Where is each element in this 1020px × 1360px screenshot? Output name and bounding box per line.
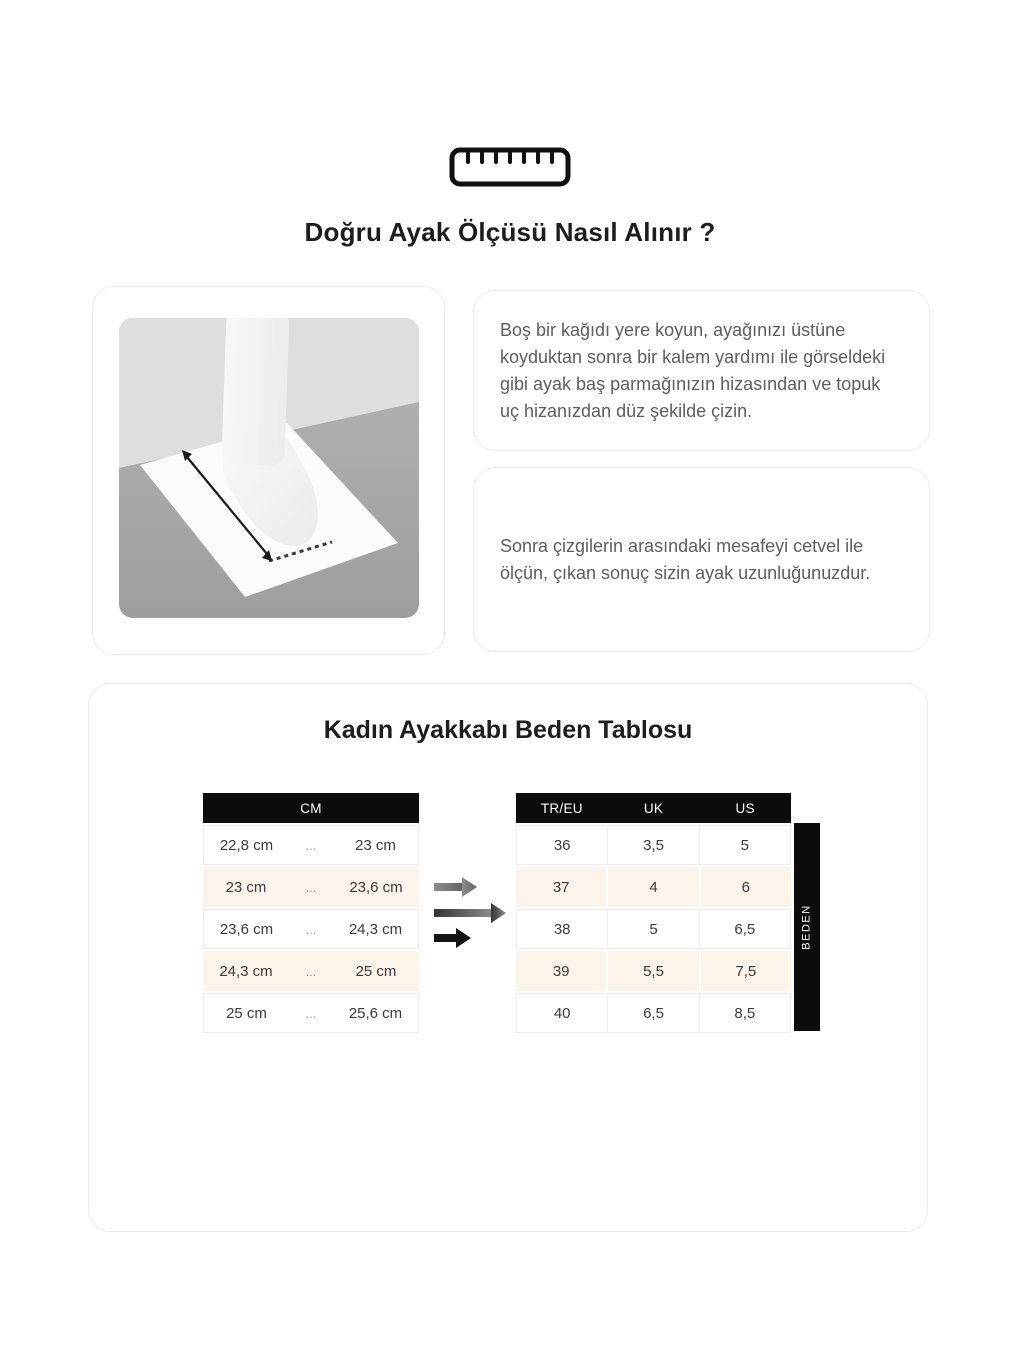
table-cell: 6,5 bbox=[607, 994, 698, 1032]
size-row bbox=[516, 951, 791, 991]
table-cell: ... bbox=[305, 963, 317, 979]
table-cell: 39 bbox=[552, 962, 570, 980]
cm-range-row bbox=[203, 951, 419, 991]
table-cell: ... bbox=[305, 921, 317, 937]
instruction-card-2 bbox=[473, 467, 930, 652]
table-cell: 6,5 bbox=[699, 910, 790, 948]
table-cell: 5,5 bbox=[606, 951, 698, 991]
size-chart-title: Kadın Ayakkabı Beden Tablosu bbox=[323, 716, 693, 744]
mapping-arrows-icon bbox=[434, 876, 508, 955]
size-table-header bbox=[516, 793, 791, 823]
table-cell: 3,5 bbox=[607, 826, 698, 864]
table-cell: 37 bbox=[552, 878, 570, 896]
size-table-body bbox=[516, 825, 791, 1033]
table-cell: ... bbox=[305, 837, 317, 853]
table-cell: 5 bbox=[699, 826, 790, 864]
instruction-card-1 bbox=[473, 290, 930, 451]
page-title: Doğru Ayak Ölçüsü Nasıl Alınır ? bbox=[304, 217, 716, 247]
table-cell: 40 bbox=[553, 1004, 571, 1022]
cm-range-row bbox=[203, 825, 419, 865]
table-cell: 6 bbox=[699, 867, 791, 907]
size-table-header-uk: UK bbox=[643, 800, 664, 816]
cm-range-row bbox=[203, 867, 419, 907]
table-cell: ... bbox=[305, 1005, 317, 1021]
table-cell: 7,5 bbox=[699, 951, 791, 991]
size-chart-card bbox=[88, 683, 928, 1232]
cm-table-header: CM bbox=[203, 793, 419, 823]
table-cell: 4 bbox=[606, 867, 698, 907]
table-cell: 38 bbox=[553, 920, 571, 938]
table-cell: 25 cm bbox=[355, 962, 397, 980]
table-cell: 24,3 cm bbox=[348, 920, 403, 938]
table-cell: ... bbox=[305, 879, 317, 895]
size-row bbox=[516, 825, 791, 865]
size-table-header-treu: TR/EU bbox=[540, 800, 583, 816]
table-cell: 25,6 cm bbox=[348, 1004, 403, 1022]
foot-measurement-photo bbox=[119, 318, 419, 618]
table-cell: 23,6 cm bbox=[219, 920, 274, 938]
beden-label-text: BEDEN bbox=[801, 904, 813, 950]
table-cell: 23 cm bbox=[225, 878, 267, 896]
cm-table-body bbox=[203, 825, 419, 1033]
cm-range-row bbox=[203, 993, 419, 1033]
table-cell: 23,6 cm bbox=[349, 878, 403, 896]
beden-side-label bbox=[794, 823, 820, 1031]
ruler-icon bbox=[449, 147, 571, 192]
table-cell: 25 cm bbox=[226, 1004, 267, 1022]
measurement-photo-card bbox=[92, 286, 445, 655]
table-cell: 22,8 cm bbox=[219, 836, 274, 854]
table-cell: 23 cm bbox=[355, 836, 396, 854]
table-cell: 36 bbox=[553, 836, 571, 854]
size-row bbox=[516, 993, 791, 1033]
size-table bbox=[516, 793, 791, 1033]
size-row bbox=[516, 909, 791, 949]
table-cell: 5 bbox=[607, 910, 698, 948]
size-row bbox=[516, 867, 791, 907]
instruction-text-2: Sonra çizgilerin arasındaki mesafeyi cetvel ile ölçün, çıkan sonuç sizin ayak uzunluğunuzdur. bbox=[500, 535, 871, 583]
size-table-header-us: US bbox=[735, 800, 755, 816]
measure-arrow-overlay bbox=[119, 318, 419, 618]
cm-table bbox=[203, 793, 419, 1033]
table-cell: 8,5 bbox=[699, 994, 790, 1032]
table-cell: 24,3 cm bbox=[219, 962, 273, 980]
instruction-text-1: Boş bir kağıdı yere koyun, ayağınızı üstüne koyduktan sonra bir kalem yardımı ile görseldeki gibi ayak baş parmağınızın hizasından ve topuk uç hizanızdan düz şekilde çizin. bbox=[500, 319, 886, 421]
cm-range-row bbox=[203, 909, 419, 949]
